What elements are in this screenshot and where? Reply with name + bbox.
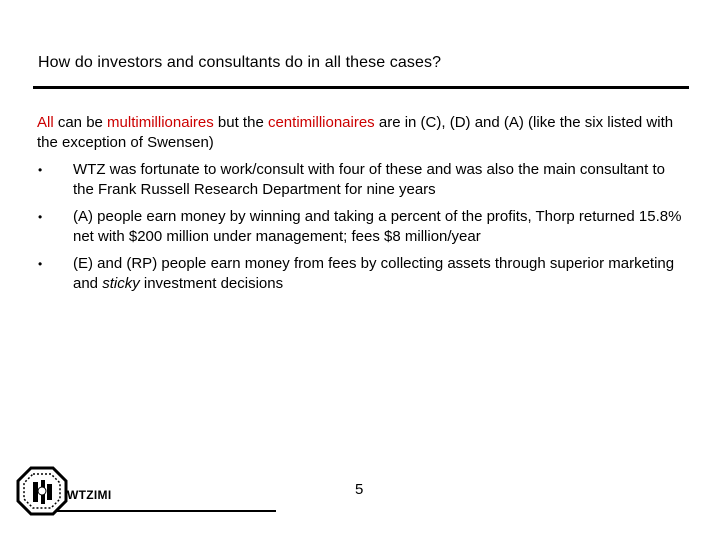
bullet-text: WTZ was fortunate to work/consult with four of these and was also the main consultant to the Frank Russell Research Department for nine years xyxy=(73,161,665,198)
bullet-item xyxy=(0,160,683,200)
title-divider xyxy=(33,86,689,89)
slide-title: How do investors and consultants do in all these cases? xyxy=(38,54,442,71)
intro-paragraph xyxy=(37,113,687,153)
footer-logo xyxy=(16,466,276,516)
bullet-text-part: investment decisions xyxy=(139,275,284,292)
page-number: 5 xyxy=(355,481,364,498)
bullet-list xyxy=(0,160,720,301)
multimillionaires-highlight: multimillionaires xyxy=(107,114,214,131)
bullet-item xyxy=(0,254,683,294)
logo-wordmark: WTZIMI xyxy=(67,488,112,502)
bullet-marker: • xyxy=(38,257,43,271)
all-highlight: All xyxy=(37,114,54,131)
intro-text-2: but the xyxy=(213,114,268,131)
footer-rule xyxy=(56,510,276,512)
centimillionaires-highlight: centimillionaires xyxy=(267,114,375,131)
bullet-marker: • xyxy=(38,210,43,224)
bullet-text: (A) people earn money by winning and taking a percent of the profits, Thorp returned 15.8% net with $200 million under management; fees $8 million/year xyxy=(73,208,682,245)
bullet-marker: • xyxy=(38,163,43,177)
intro-text-3: are in (C), (D) and (A) (like the six listed with the exception of Swensen) xyxy=(37,114,674,151)
bullet-text xyxy=(73,255,674,292)
bullet-emphasis: sticky xyxy=(102,275,140,292)
octagon-logo-icon xyxy=(16,466,68,516)
intro-text-1: can be xyxy=(53,114,108,131)
bullet-item xyxy=(0,207,683,247)
bullet-text-part: (E) and (RP) people earn money from fees by collecting assets through superior marketing and xyxy=(73,255,675,292)
